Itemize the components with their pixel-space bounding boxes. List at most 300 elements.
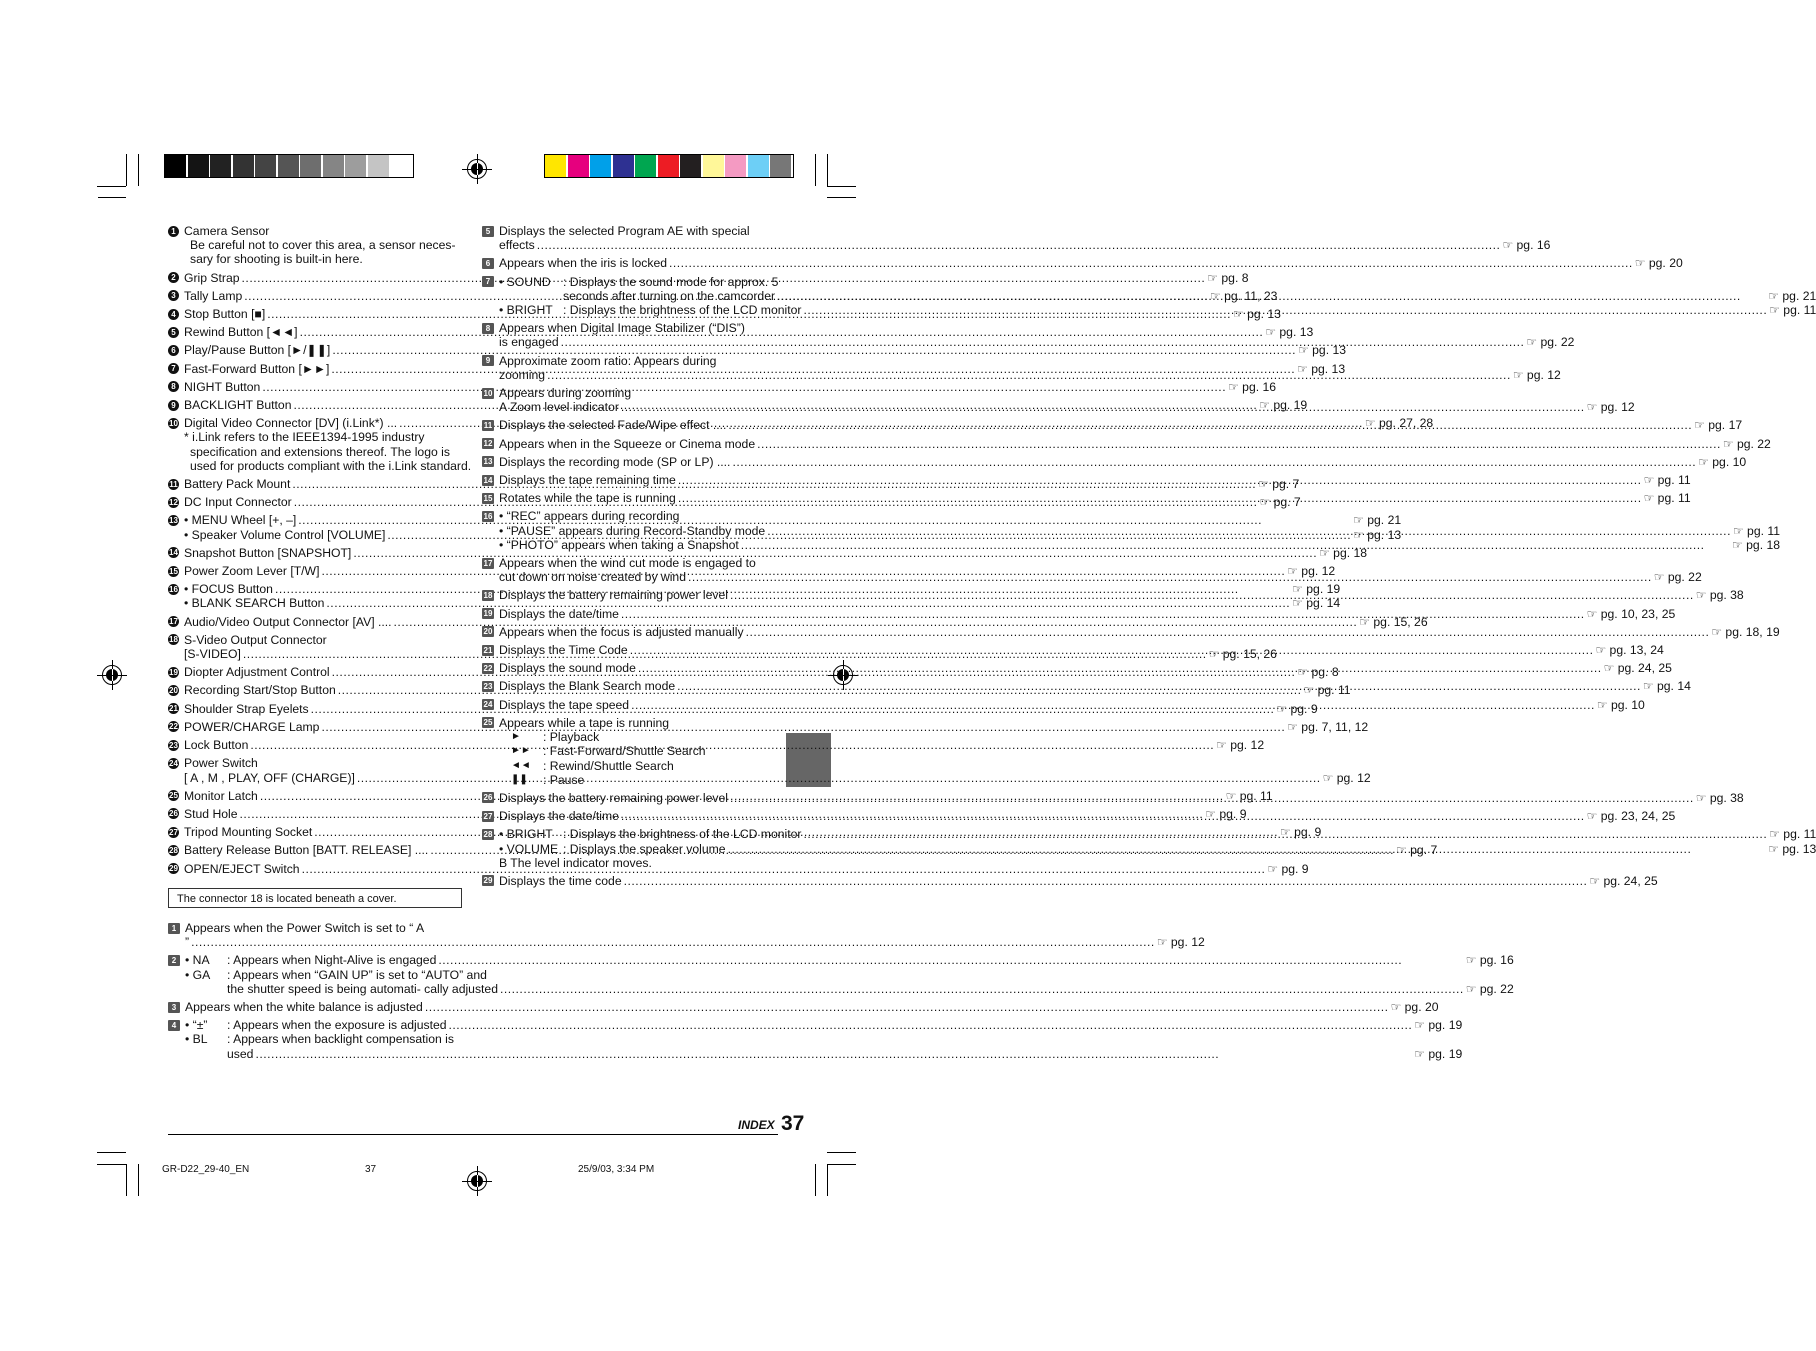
index-entry-row bbox=[227, 982, 1514, 996]
entry-key: • BRIGHT bbox=[499, 827, 553, 842]
page-reference: ☞ pg. 11 bbox=[1643, 491, 1691, 506]
color-swatch bbox=[748, 155, 769, 177]
page-reference: ☞ pg. 13, 24 bbox=[1595, 643, 1664, 658]
pointing-hand-icon: ☞ bbox=[1603, 661, 1618, 676]
gray-swatch bbox=[165, 155, 186, 177]
item-body bbox=[185, 953, 1514, 996]
page-reference: ☞ pg. 12 bbox=[1586, 400, 1635, 415]
dot-leader bbox=[678, 473, 1642, 487]
pointing-hand-icon: ☞ bbox=[1228, 379, 1243, 394]
tape-mode-icon: ► bbox=[511, 731, 521, 743]
page-reference: ☞ pg. 13 bbox=[1297, 361, 1346, 376]
dot-leader bbox=[438, 953, 1463, 967]
item-body bbox=[499, 556, 1702, 584]
dot-leader bbox=[631, 698, 1595, 712]
pointing-hand-icon: ☞ bbox=[1698, 454, 1713, 469]
dot-leader bbox=[730, 788, 1694, 805]
gray-swatch bbox=[345, 155, 366, 177]
index-entry-text bbox=[499, 256, 1683, 270]
item-body bbox=[185, 1000, 1439, 1014]
dot-leader bbox=[732, 455, 1696, 469]
page-reference: ☞ pg. 16 bbox=[1465, 953, 1514, 968]
color-swatch bbox=[635, 155, 656, 177]
entry-title: Approximate zoom ratio: Appears during bbox=[499, 353, 717, 368]
entry-title: Digital Video Connector [DV] (i.Link*) ... bbox=[184, 416, 398, 431]
item-body bbox=[499, 418, 1742, 432]
index-entry-text bbox=[563, 303, 1816, 317]
item-number-badge: 27 bbox=[169, 827, 178, 837]
color-swatch bbox=[658, 155, 679, 177]
color-swatch bbox=[545, 155, 566, 177]
item-body bbox=[499, 607, 1675, 621]
pointing-hand-icon: ☞ bbox=[1694, 418, 1709, 433]
index-entry-text bbox=[499, 788, 1744, 805]
entry-title: • Speaker Volume Control [VOLUME] bbox=[184, 527, 386, 542]
item-number-badge: 28 bbox=[483, 829, 493, 839]
index-entry-text bbox=[563, 842, 1816, 856]
index-entry-text bbox=[227, 953, 1514, 967]
item-number-badge: 5 bbox=[482, 226, 494, 237]
index-item bbox=[168, 545, 1368, 560]
entry-title: Lock Button bbox=[184, 738, 249, 753]
crop-mark bbox=[827, 1164, 828, 1196]
entry-title: cut down on noise created by wind bbox=[499, 570, 686, 585]
entry-desc bbox=[227, 953, 1514, 967]
item-number-badge: 4 bbox=[168, 309, 179, 320]
item-number-badge: 2 bbox=[168, 272, 179, 283]
page-reference: ☞ pg. 13 bbox=[1232, 307, 1281, 322]
item-body bbox=[499, 455, 1746, 469]
entry-title: is engaged bbox=[499, 335, 559, 350]
entry-title: zooming bbox=[499, 367, 546, 382]
item-body bbox=[499, 661, 1672, 675]
index-item bbox=[168, 953, 1514, 996]
dot-leader bbox=[638, 661, 1602, 675]
labelled-entry bbox=[499, 842, 1816, 856]
dot-leader bbox=[677, 679, 1641, 693]
entry-title: Audio/Video Output Connector [AV] .... bbox=[184, 614, 392, 629]
page-reference: ☞ pg. 10, 23, 25 bbox=[1586, 606, 1676, 621]
gray-swatch bbox=[300, 155, 321, 177]
dot-leader bbox=[803, 303, 1767, 317]
index-entry-row bbox=[499, 625, 1780, 639]
page-reference: ☞ pg. 19 bbox=[1259, 398, 1308, 413]
item-number-badge: 26 bbox=[169, 809, 178, 819]
page-reference: ☞ pg. 10 bbox=[1698, 454, 1747, 469]
tape-mode-label: : Playback bbox=[543, 730, 600, 745]
item-body bbox=[499, 698, 1645, 712]
item-note-line: Be careful not to cover this area, a sensor neces- bbox=[190, 238, 456, 253]
entry-desc bbox=[563, 842, 1816, 856]
item-body bbox=[499, 275, 1816, 318]
item-number-badge: 14 bbox=[169, 548, 178, 558]
entry-title: Displays the time code bbox=[499, 873, 622, 888]
page-reference: ☞ pg. 16 bbox=[1502, 238, 1551, 253]
pointing-hand-icon: ☞ bbox=[1353, 513, 1368, 528]
crop-mark bbox=[827, 154, 828, 186]
item-body bbox=[499, 321, 1574, 349]
index-entry-text bbox=[499, 437, 1771, 451]
page-reference: ☞ pg. 27, 28 bbox=[1364, 416, 1434, 431]
index-entry-row bbox=[499, 491, 1691, 505]
index-entry-text bbox=[185, 1000, 1439, 1014]
process-color-bar bbox=[544, 154, 794, 178]
index-entry-text bbox=[227, 1018, 1462, 1032]
index-entry-text bbox=[184, 224, 464, 238]
item-body bbox=[499, 679, 1691, 693]
entry-title: : Appears when Night-Alive is engaged bbox=[227, 953, 437, 968]
page-reference: ☞ pg. 14 bbox=[1292, 596, 1341, 611]
item-number-badge: 9 bbox=[482, 355, 494, 366]
pointing-hand-icon: ☞ bbox=[1297, 361, 1312, 376]
pointing-hand-icon: ☞ bbox=[1216, 738, 1231, 753]
page-reference: ☞ pg. 9 bbox=[1276, 701, 1318, 716]
page-reference: ☞ pg. 24, 25 bbox=[1589, 873, 1658, 888]
crop-mark bbox=[827, 186, 856, 187]
entry-desc bbox=[227, 968, 1514, 996]
crop-mark bbox=[126, 1164, 127, 1196]
item-note-line: * i.Link refers to the IEEE1394-1995 industry bbox=[184, 430, 425, 445]
item-number-badge: 29 bbox=[483, 876, 493, 886]
item-body bbox=[499, 625, 1780, 639]
item-number-badge: 2 bbox=[168, 955, 180, 966]
item-number-badge: 13 bbox=[483, 457, 493, 467]
gray-swatch bbox=[210, 155, 231, 177]
item-number-badge: 16 bbox=[483, 511, 493, 521]
page-reference: ☞ pg. 12 bbox=[1156, 935, 1205, 950]
item-number-badge: 7 bbox=[482, 276, 494, 287]
entry-title: Appears when the Power Switch is set to “ A bbox=[185, 921, 425, 935]
color-swatch bbox=[613, 155, 634, 177]
entry-title: [ A , M , PLAY, OFF (CHARGE)] bbox=[184, 770, 355, 785]
item-number-badge: 13 bbox=[169, 515, 178, 525]
entry-key: • NA bbox=[185, 953, 210, 968]
index-entry-text bbox=[185, 921, 1205, 949]
page-reference: ☞ pg. 38 bbox=[1695, 790, 1744, 805]
labelled-entry bbox=[185, 1032, 1462, 1060]
item-body bbox=[499, 224, 1550, 252]
index-item bbox=[482, 256, 1683, 271]
crop-mark bbox=[827, 1164, 856, 1165]
entry-title: Appears while a tape is running bbox=[499, 715, 670, 730]
dot-leader bbox=[728, 418, 1692, 432]
entry-title: [S-VIDEO] bbox=[184, 647, 241, 662]
pointing-hand-icon: ☞ bbox=[1769, 827, 1784, 842]
pointing-hand-icon: ☞ bbox=[1319, 545, 1334, 560]
entry-title: seconds after turning on the camcorder bbox=[563, 288, 776, 303]
item-number-badge: 19 bbox=[169, 667, 178, 677]
entry-title: Displays the battery remaining power level bbox=[499, 588, 728, 603]
pointing-hand-icon: ☞ bbox=[1586, 606, 1601, 621]
entry-title: : Displays the sound mode for approx. 5 bbox=[563, 274, 779, 289]
color-swatch bbox=[680, 155, 701, 177]
index-entry-row bbox=[499, 368, 1561, 382]
item-number-badge: 8 bbox=[482, 323, 494, 334]
page-reference: ☞ pg. 13 bbox=[1768, 841, 1816, 856]
labelled-entry bbox=[185, 968, 1514, 996]
print-date: 25/9/03, 3:34 PM bbox=[578, 1164, 655, 1175]
pointing-hand-icon: ☞ bbox=[1732, 523, 1748, 538]
pointing-hand-icon: ☞ bbox=[1596, 697, 1611, 712]
page-reference: ☞ pg. 22 bbox=[1653, 570, 1702, 585]
pointing-hand-icon: ☞ bbox=[1276, 701, 1291, 716]
entry-title: Play/Pause Button [►/❚❚] bbox=[184, 343, 331, 358]
pointing-hand-icon: ☞ bbox=[1364, 416, 1379, 431]
dot-leader bbox=[621, 806, 1585, 823]
dot-leader bbox=[678, 491, 1642, 505]
pointing-hand-icon: ☞ bbox=[1259, 495, 1274, 510]
tape-mode-icon: ◄◄ bbox=[511, 759, 531, 771]
item-body bbox=[499, 588, 1744, 602]
item-body bbox=[499, 716, 778, 787]
index-entry-row bbox=[185, 935, 1205, 949]
page-reference: ☞ pg. 18, 19 bbox=[1711, 624, 1780, 639]
index-entry-row bbox=[499, 418, 1742, 432]
item-body bbox=[499, 491, 1691, 505]
index-entry-row bbox=[499, 335, 1574, 349]
page-reference: ☞ pg. 18 bbox=[1319, 545, 1368, 560]
entry-title: • MENU Wheel [+, –] bbox=[184, 513, 297, 528]
item-body bbox=[185, 1018, 1462, 1061]
pointing-hand-icon: ☞ bbox=[1280, 825, 1295, 840]
dot-leader bbox=[757, 437, 1721, 451]
pointing-hand-icon: ☞ bbox=[1414, 1018, 1429, 1033]
item-number-badge: 16 bbox=[169, 584, 178, 594]
entry-title: : Appears when backlight compensation is bbox=[227, 1032, 454, 1047]
page-reference: ☞ pg. 21 bbox=[1768, 288, 1816, 303]
page-reference: ☞ pg. 22 bbox=[1526, 335, 1575, 350]
index-entry-text bbox=[499, 418, 1742, 432]
page-reference: ☞ pg. 22 bbox=[1722, 436, 1771, 451]
pointing-hand-icon: ☞ bbox=[1586, 809, 1601, 824]
connector-note: The connector 18 is located beneath a cover. bbox=[168, 888, 462, 908]
entry-title: Appears when the wind cut mode is engaged to bbox=[499, 556, 756, 571]
entry-desc bbox=[227, 1018, 1462, 1032]
entry-title: Displays the battery remaining power level bbox=[499, 790, 728, 805]
pointing-hand-icon: ☞ bbox=[1205, 806, 1220, 821]
tape-mode-label: : Pause bbox=[543, 772, 585, 787]
labelled-entry bbox=[499, 275, 1816, 303]
entry-title: : Displays the brightness of the LCD monitor bbox=[563, 827, 802, 842]
entry-title: Rotates while the tape is running bbox=[499, 491, 676, 506]
index-entry-row bbox=[499, 788, 1744, 805]
item-number-badge: 8 bbox=[168, 381, 179, 392]
pointing-hand-icon: ☞ bbox=[1589, 873, 1604, 888]
page-reference: ☞ pg. 8 bbox=[1207, 270, 1249, 285]
tape-mode-row bbox=[499, 773, 778, 787]
pointing-hand-icon: ☞ bbox=[1642, 679, 1657, 694]
pointing-hand-icon: ☞ bbox=[1643, 473, 1658, 488]
item-number-badge: 23 bbox=[169, 740, 178, 750]
entry-title: Displays the selected Program AE with special bbox=[499, 224, 750, 238]
page-reference: ☞ pg. 14 bbox=[1642, 679, 1691, 694]
page-reference: ☞ pg. 11 bbox=[1769, 827, 1816, 842]
index-item bbox=[168, 343, 1347, 358]
index-entry-row bbox=[499, 238, 1550, 252]
dot-leader bbox=[621, 400, 1585, 414]
dot-leader bbox=[630, 643, 1594, 657]
color-swatch bbox=[770, 155, 791, 177]
index-entry-text bbox=[499, 386, 1635, 400]
pointing-hand-icon: ☞ bbox=[1396, 843, 1411, 858]
index-entry-row bbox=[563, 842, 1816, 856]
index-entry-text bbox=[499, 661, 1672, 675]
pointing-hand-icon: ☞ bbox=[1232, 307, 1248, 322]
sub-entry-row bbox=[499, 538, 1780, 552]
item-number-badge: 21 bbox=[169, 704, 178, 714]
entry-title: • “PAUSE” appears during Record-Standby mode bbox=[499, 523, 766, 538]
page-reference: ☞ pg. 7 bbox=[1396, 843, 1438, 858]
item-number-badge: 4 bbox=[168, 1020, 180, 1031]
item-body bbox=[184, 224, 464, 267]
index-item bbox=[168, 1000, 1439, 1015]
index-entry-row bbox=[499, 455, 1746, 469]
item-number-badge: 20 bbox=[169, 685, 178, 695]
item-number-badge: 17 bbox=[169, 617, 178, 627]
entry-title: • “REC” appears during recording bbox=[499, 509, 680, 524]
pointing-hand-icon: ☞ bbox=[1303, 683, 1318, 698]
page-reference: ☞ pg. 20 bbox=[1634, 256, 1683, 271]
dot-leader bbox=[537, 238, 1501, 252]
item-number-badge: 26 bbox=[483, 793, 493, 803]
index-entry-text bbox=[563, 275, 1816, 303]
registration-mark bbox=[102, 665, 122, 685]
page-reference: ☞ pg. 9 bbox=[1267, 861, 1309, 876]
labelled-entry bbox=[499, 827, 1816, 841]
color-swatch bbox=[703, 155, 724, 177]
page-reference: ☞ pg. 22 bbox=[1465, 981, 1514, 996]
pointing-hand-icon: ☞ bbox=[1414, 1046, 1429, 1061]
registration-mark bbox=[467, 1171, 487, 1191]
dot-leader bbox=[561, 335, 1525, 349]
page-reference: ☞ pg. 13 bbox=[1298, 343, 1347, 358]
gray-swatch bbox=[255, 155, 276, 177]
entry-title: Shoulder Strap Eyelets bbox=[184, 701, 309, 716]
pointing-hand-icon: ☞ bbox=[1225, 788, 1240, 803]
index-entry-row bbox=[499, 437, 1771, 451]
index-item bbox=[482, 873, 1658, 888]
entry-title: : Appears when the exposure is adjusted bbox=[227, 1018, 447, 1033]
crop-mark bbox=[815, 1164, 816, 1196]
entry-key: • VOLUME bbox=[499, 841, 559, 856]
page-reference: ☞ pg. 38 bbox=[1695, 588, 1744, 603]
item-note-line: B The level indicator moves. bbox=[499, 855, 652, 870]
pointing-hand-icon: ☞ bbox=[1586, 400, 1601, 415]
index-item bbox=[482, 224, 1551, 253]
entry-title: Appears when in the Squeeze or Cinema mode bbox=[499, 436, 756, 451]
index-entry-text bbox=[499, 473, 1691, 487]
pointing-hand-icon: ☞ bbox=[1695, 790, 1710, 805]
index-entry-text bbox=[499, 874, 1658, 888]
item-number-badge: 17 bbox=[483, 558, 493, 568]
tape-mode-row bbox=[499, 744, 778, 758]
entry-title: NIGHT Button bbox=[184, 379, 261, 394]
page-reference: ☞ pg. 19 bbox=[1414, 1046, 1463, 1061]
dot-leader bbox=[777, 289, 1766, 303]
entry-title: Rewind Button [◄◄] bbox=[184, 325, 298, 340]
pointing-hand-icon: ☞ bbox=[1287, 564, 1302, 579]
page-reference: ☞ pg. 12 bbox=[1287, 564, 1336, 579]
pointing-hand-icon: ☞ bbox=[1722, 436, 1737, 451]
file-name: GR-D22_29-40_EN bbox=[162, 1164, 250, 1175]
pointing-hand-icon: ☞ bbox=[1298, 343, 1313, 358]
dot-leader bbox=[449, 1018, 1413, 1032]
pointing-hand-icon: ☞ bbox=[1359, 614, 1374, 629]
gray-swatch bbox=[368, 155, 389, 177]
index-entry-text bbox=[499, 806, 1676, 824]
item-number-badge: 9 bbox=[168, 400, 179, 411]
item-number-badge: 6 bbox=[482, 258, 494, 269]
entry-title: : Displays the speaker volume bbox=[563, 841, 726, 856]
pointing-hand-icon: ☞ bbox=[1768, 841, 1783, 856]
index-item bbox=[168, 1018, 1463, 1061]
index-entry-text bbox=[499, 509, 1780, 523]
pointing-hand-icon: ☞ bbox=[1732, 537, 1747, 552]
index-item bbox=[168, 921, 1205, 950]
index-item bbox=[482, 606, 1676, 621]
index-entry-text bbox=[499, 716, 778, 730]
entry-title: Camera Sensor bbox=[184, 224, 270, 238]
index-entry-row bbox=[499, 806, 1676, 824]
item-note-line: specification and extensions thereof. The logo is bbox=[190, 444, 450, 459]
item-number-badge: 1 bbox=[168, 923, 180, 934]
page-reference: ☞ pg. 11 bbox=[1769, 303, 1816, 318]
item-body bbox=[499, 437, 1771, 451]
pointing-hand-icon: ☞ bbox=[1292, 596, 1307, 611]
pointing-hand-icon: ☞ bbox=[1267, 861, 1282, 876]
pointing-hand-icon: ☞ bbox=[1653, 570, 1668, 585]
entry-title: DC Input Connector bbox=[184, 495, 292, 510]
dot-leader bbox=[741, 538, 1730, 552]
pointing-hand-icon: ☞ bbox=[1711, 624, 1726, 639]
page-reference: ☞ pg. 13 bbox=[1265, 325, 1314, 340]
pointing-hand-icon: ☞ bbox=[1512, 367, 1527, 382]
item-number-badge: 1 bbox=[168, 226, 179, 237]
index-entry-row bbox=[499, 661, 1672, 675]
page-reference: ☞ pg. 13 bbox=[1353, 527, 1402, 542]
entry-key: • “±” bbox=[185, 1018, 208, 1033]
item-number-badge: 24 bbox=[169, 758, 178, 768]
entry-title: the shutter speed is being automati- cally adjusted bbox=[227, 981, 498, 996]
dot-leader bbox=[500, 982, 1464, 996]
item-number-badge: 12 bbox=[483, 439, 493, 449]
index-entry-row bbox=[499, 473, 1691, 487]
page-reference: ☞ pg. 19 bbox=[1414, 1018, 1463, 1033]
page-reference: ☞ pg. 11 bbox=[1303, 683, 1351, 698]
pointing-hand-icon: ☞ bbox=[1258, 477, 1273, 492]
pointing-hand-icon: ☞ bbox=[1502, 238, 1517, 253]
page-reference: ☞ pg. 24, 25 bbox=[1603, 661, 1672, 676]
entry-title: Snapshot Button [SNAPSHOT] bbox=[184, 545, 352, 560]
index-item bbox=[482, 454, 1747, 469]
item-body bbox=[499, 509, 1780, 552]
pointing-hand-icon: ☞ bbox=[1265, 325, 1280, 340]
page-reference: ☞ pg. 12 bbox=[1216, 738, 1265, 753]
entry-title: Recording Start/Stop Button bbox=[184, 683, 336, 698]
item-number-badge: 20 bbox=[483, 627, 493, 637]
pointing-hand-icon: ☞ bbox=[1297, 665, 1312, 680]
dot-leader bbox=[321, 720, 1285, 734]
pointing-hand-icon: ☞ bbox=[1292, 582, 1307, 597]
entry-title: Displays the recording mode (SP or LP) .... bbox=[499, 454, 731, 469]
dot-leader bbox=[767, 524, 1731, 538]
pointing-hand-icon: ☞ bbox=[1634, 256, 1649, 271]
gray-swatch bbox=[323, 155, 344, 177]
index-entry-text bbox=[499, 588, 1744, 602]
labelled-entry bbox=[185, 1018, 1462, 1032]
page-reference: ☞ pg. 12 bbox=[1512, 367, 1561, 382]
index-entry-text bbox=[499, 625, 1780, 639]
